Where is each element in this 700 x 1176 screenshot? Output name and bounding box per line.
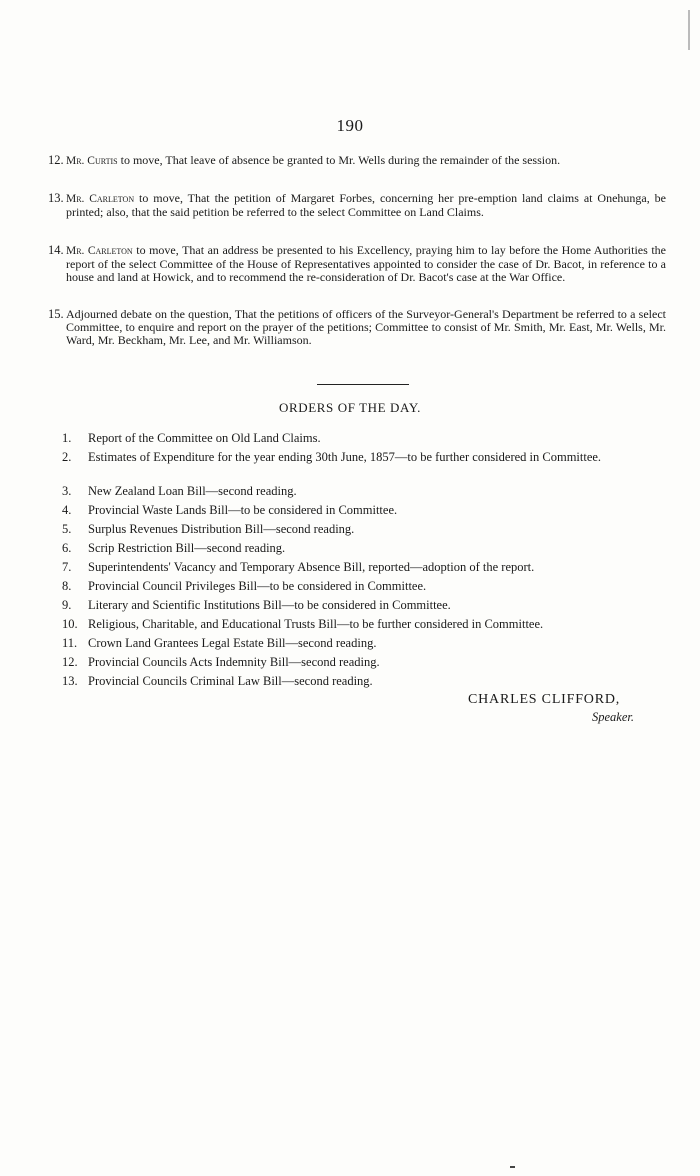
- order-number: 12.: [62, 655, 78, 669]
- order-item: [62, 484, 660, 499]
- motion-number: 14.: [48, 243, 64, 257]
- motion-item: [48, 307, 666, 347]
- motion-text: Adjourned debate on the question, That the petitions of officers of the Surveyor-General's Department be referred to a select Committee, to enquire and report on the prayer of the petitions; Committee to consist of Mr. Smith, Mr. East, Mr. Wells, Mr. Ward, Mr. Beckham, Mr. Lee, and Mr. Williamson.: [66, 307, 666, 347]
- order-number: 1.: [62, 431, 72, 445]
- order-number: 10.: [62, 617, 78, 631]
- motion-text: to move, That the petition of Margaret Forbes, concerning her pre-emption land claims at Onehunga, be printed; also, that the said petition be referred to the select Committee on Land Claims.: [66, 191, 666, 219]
- order-item: [62, 617, 660, 632]
- order-item: [62, 598, 660, 613]
- order-text: Surplus Revenues Distribution Bill—second reading.: [88, 522, 355, 536]
- motion-number: 12.: [48, 153, 64, 167]
- order-number: 4.: [62, 503, 72, 517]
- motion-mover: Mr. Carleton: [66, 245, 133, 257]
- orders-heading: ORDERS OF THE DAY.: [278, 400, 422, 415]
- order-item: [62, 560, 660, 575]
- order-number: 9.: [62, 598, 72, 612]
- order-text: Estimates of Expenditure for the year ending 30th June, 1857—to be further considered in Committee.: [88, 450, 602, 464]
- motion-mover: Mr. Carleton: [66, 193, 135, 205]
- speaker-title: Speaker.: [592, 710, 634, 724]
- motion-mover: Mr. Curtis: [66, 155, 118, 167]
- order-item: [62, 450, 660, 465]
- speaker-signature-name: CHARLES CLIFFORD,: [468, 692, 621, 707]
- order-item: [62, 503, 660, 518]
- order-text: Superintendents' Vacancy and Temporary Absence Bill, reported—adoption of the report.: [88, 560, 535, 574]
- order-item: [62, 431, 660, 446]
- order-text: Provincial Council Privileges Bill—to be considered in Committee.: [88, 579, 427, 593]
- order-text: New Zealand Loan Bill—second reading.: [88, 484, 297, 498]
- paper-speck: [510, 1166, 515, 1168]
- order-item: [62, 541, 660, 556]
- order-number: 2.: [62, 450, 72, 464]
- order-item: [62, 579, 660, 594]
- motion-number: 15.: [48, 307, 64, 321]
- order-text: Report of the Committee on Old Land Claims.: [88, 431, 321, 445]
- order-item: [62, 674, 660, 689]
- order-text: Scrip Restriction Bill—second reading.: [88, 541, 286, 555]
- order-item: [62, 655, 660, 670]
- motion-text: to move, That an address be presented to his Excellency, praying him to lay before the Home Authorities the report of the select Committee of the House of Representatives appointed to consider the case of Dr. Bacot, in reference to a house and land at Howick, and to recommend the re-consideration of Dr. Bacot's case at the War Office.: [66, 243, 666, 284]
- order-text: Provincial Councils Acts Indemnity Bill—second reading.: [88, 655, 380, 669]
- paper-speck: [688, 10, 690, 50]
- motion-number: 13.: [48, 191, 64, 205]
- section-divider: [317, 384, 409, 385]
- order-number: 3.: [62, 484, 72, 498]
- order-text: Crown Land Grantees Legal Estate Bill—second reading.: [88, 636, 377, 650]
- motion-text: to move, That leave of absence be granted to Mr. Wells during the remainder of the session.: [117, 153, 561, 167]
- order-number: 13.: [62, 674, 78, 688]
- order-text: Religious, Charitable, and Educational Trusts Bill—to be further considered in Committee.: [88, 617, 544, 631]
- motion-item: [48, 153, 666, 168]
- motion-item: [48, 243, 666, 284]
- order-text: Literary and Scientific Institutions Bill—to be considered in Committee.: [88, 598, 451, 612]
- order-item: [62, 522, 660, 537]
- order-number: 7.: [62, 560, 72, 574]
- order-item: [62, 636, 660, 651]
- order-text: Provincial Councils Criminal Law Bill—second reading.: [88, 674, 373, 688]
- order-text: Provincial Waste Lands Bill—to be considered in Committee.: [88, 503, 398, 517]
- motion-item: [48, 191, 666, 219]
- order-number: 5.: [62, 522, 72, 536]
- order-number: 8.: [62, 579, 72, 593]
- order-number: 6.: [62, 541, 72, 555]
- order-number: 11.: [62, 636, 78, 650]
- page-number: 190: [336, 116, 364, 135]
